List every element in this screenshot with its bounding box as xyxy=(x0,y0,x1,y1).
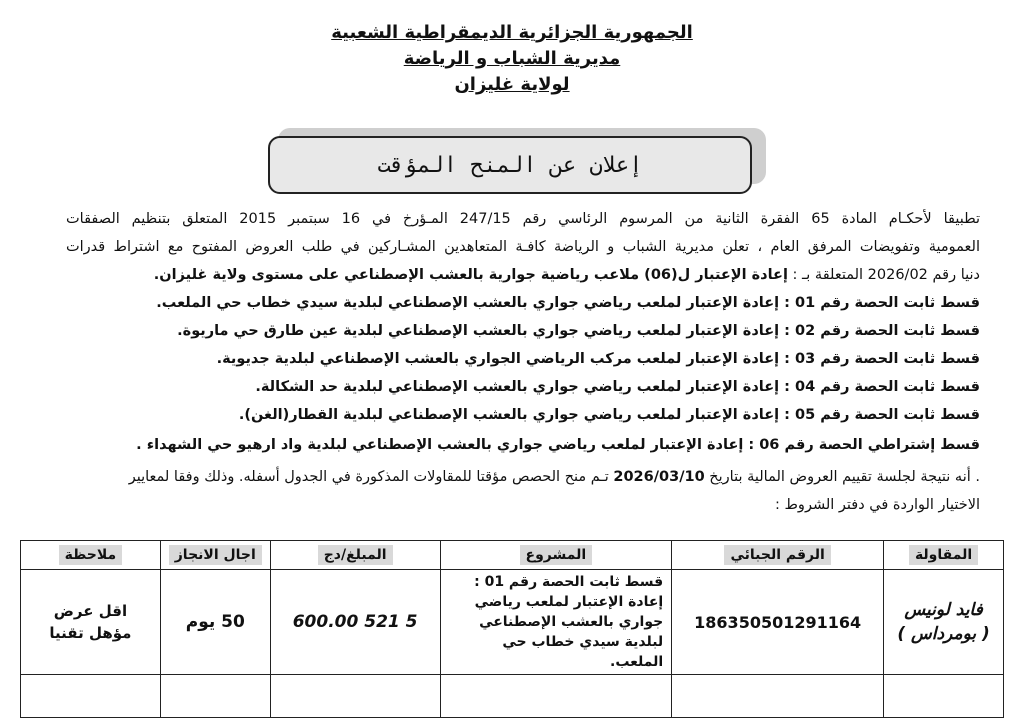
lot-item: قسط ثابت الحصة رقم 02 : إعادة الإعتبار لملعب رياضي جواري بالعشب الإصطناعي لبلدية عين طارق حي ماريوة. xyxy=(177,323,980,339)
title-box xyxy=(268,136,752,194)
header-project: المشروع xyxy=(440,541,672,570)
header-nif: الرقم الجبائي xyxy=(672,541,884,570)
cell-duration: 50 يوم xyxy=(160,570,270,675)
cell-empty xyxy=(21,675,161,718)
intro-line-3 xyxy=(154,264,980,286)
header-amount: المبلغ/دج xyxy=(270,541,440,570)
award-table xyxy=(20,540,1004,718)
cell-empty xyxy=(270,675,440,718)
cell-empty xyxy=(672,675,884,718)
cell-note: اقل عرض مؤهل تقنيا xyxy=(21,570,161,675)
header-block xyxy=(0,20,1024,98)
evaluation-date: 2026/03/10 xyxy=(613,469,705,485)
intro-line-1: تطبيقا لأحكـام المادة 65 الفقرة الثانية من المرسوم الرئاسي رقم 247/15 المـؤرخ في 16 سبتمبر 2015 المتعلق بتنظيم الصفقات xyxy=(66,211,980,227)
result-part-1: . أنه نتيجة لجلسة تقييم العروض المالية بتاريخ xyxy=(709,469,980,485)
table-row xyxy=(21,570,1004,675)
republic-name: الجمهورية الجزائرية الديمقراطية الشعبية xyxy=(331,22,693,43)
cell-empty xyxy=(884,675,1004,718)
wilaya-name: لولاية غليزان xyxy=(454,74,570,95)
tender-subject: إعادة الإعتبار ل(06) ملاعب رياضية جوارية بالعشب الإصطناعي على مستوى ولاية غليزان. xyxy=(153,267,788,283)
lot-item: قسط ثابت الحصة رقم 04 : إعادة الإعتبار لملعب رياضي جواري بالعشب الإصطناعي لبلدية حد الشكالة. xyxy=(255,379,980,395)
header-duration: اجال الانجاز xyxy=(160,541,270,570)
cell-project: قسط ثابت الحصة رقم 01 : إعادة الإعتبار لملعب رياضي جواري بالعشب الإصطناعي لبلدية سيدي خطاب حي الملعب. xyxy=(440,570,672,675)
lot-item: قسط ثابت الحصة رقم 05 : إعادة الإعتبار لملعب رياضي جواري بالعشب الإصطناعي لبلدية القطار(الغن). xyxy=(238,407,980,423)
cell-empty xyxy=(440,675,672,718)
result-part-2: تـم منح الحصص مؤقتا للمقاولات المذكورة في الجدول أسفله. وذلك وفقا لمعايير xyxy=(128,469,609,485)
cell-empty xyxy=(160,675,270,718)
header-note: ملاحظة xyxy=(21,541,161,570)
table-row xyxy=(21,675,1004,718)
cell-contractor: فايد لونيس ( بومرداس ) xyxy=(884,570,1004,675)
header-contractor: المقاولة xyxy=(884,541,1004,570)
intro-line-2: العمومية وتفويضات المرفق العام ، تعلن مديرية الشباب و الرياضة كافـة المتعاهدين المشـاركين في طلب العروض المفتوح مع اشتراط قدرات xyxy=(66,239,980,255)
cell-amount: 5 521 600.00 xyxy=(270,570,440,675)
directorate-name: مديرية الشباب و الرياضة xyxy=(403,48,621,69)
intro-line-3-normal: دنيا رقم 2026/02 المتعلقة بـ : xyxy=(792,267,980,283)
announcement-title: إعلان عن المنح المؤقت xyxy=(377,152,643,178)
result-line-2: الاختيار الواردة في دفتر الشروط : xyxy=(775,497,980,513)
cell-nif: 186350501291164 xyxy=(672,570,884,675)
lot-item: قسط ثابت الحصة رقم 01 : إعادة الإعتبار لملعب رياضي جواري بالعشب الإصطناعي لبلدية سيدي خطاب حي الملعب. xyxy=(156,295,980,311)
lot-item: قسط إشتراطي الحصة رقم 06 : إعادة الإعتبار لملعب رياضي جواري بالعشب الإصطناعي لبلدية واد ارهيو حي الشهداء . xyxy=(136,437,980,453)
table-header-row xyxy=(21,541,1004,570)
lot-item: قسط ثابت الحصة رقم 03 : إعادة الإعتبار لملعب مركب الرياضي الجواري بالعشب الإصطناعي لبلدية جديوية. xyxy=(216,351,980,367)
result-line-1 xyxy=(129,466,980,488)
